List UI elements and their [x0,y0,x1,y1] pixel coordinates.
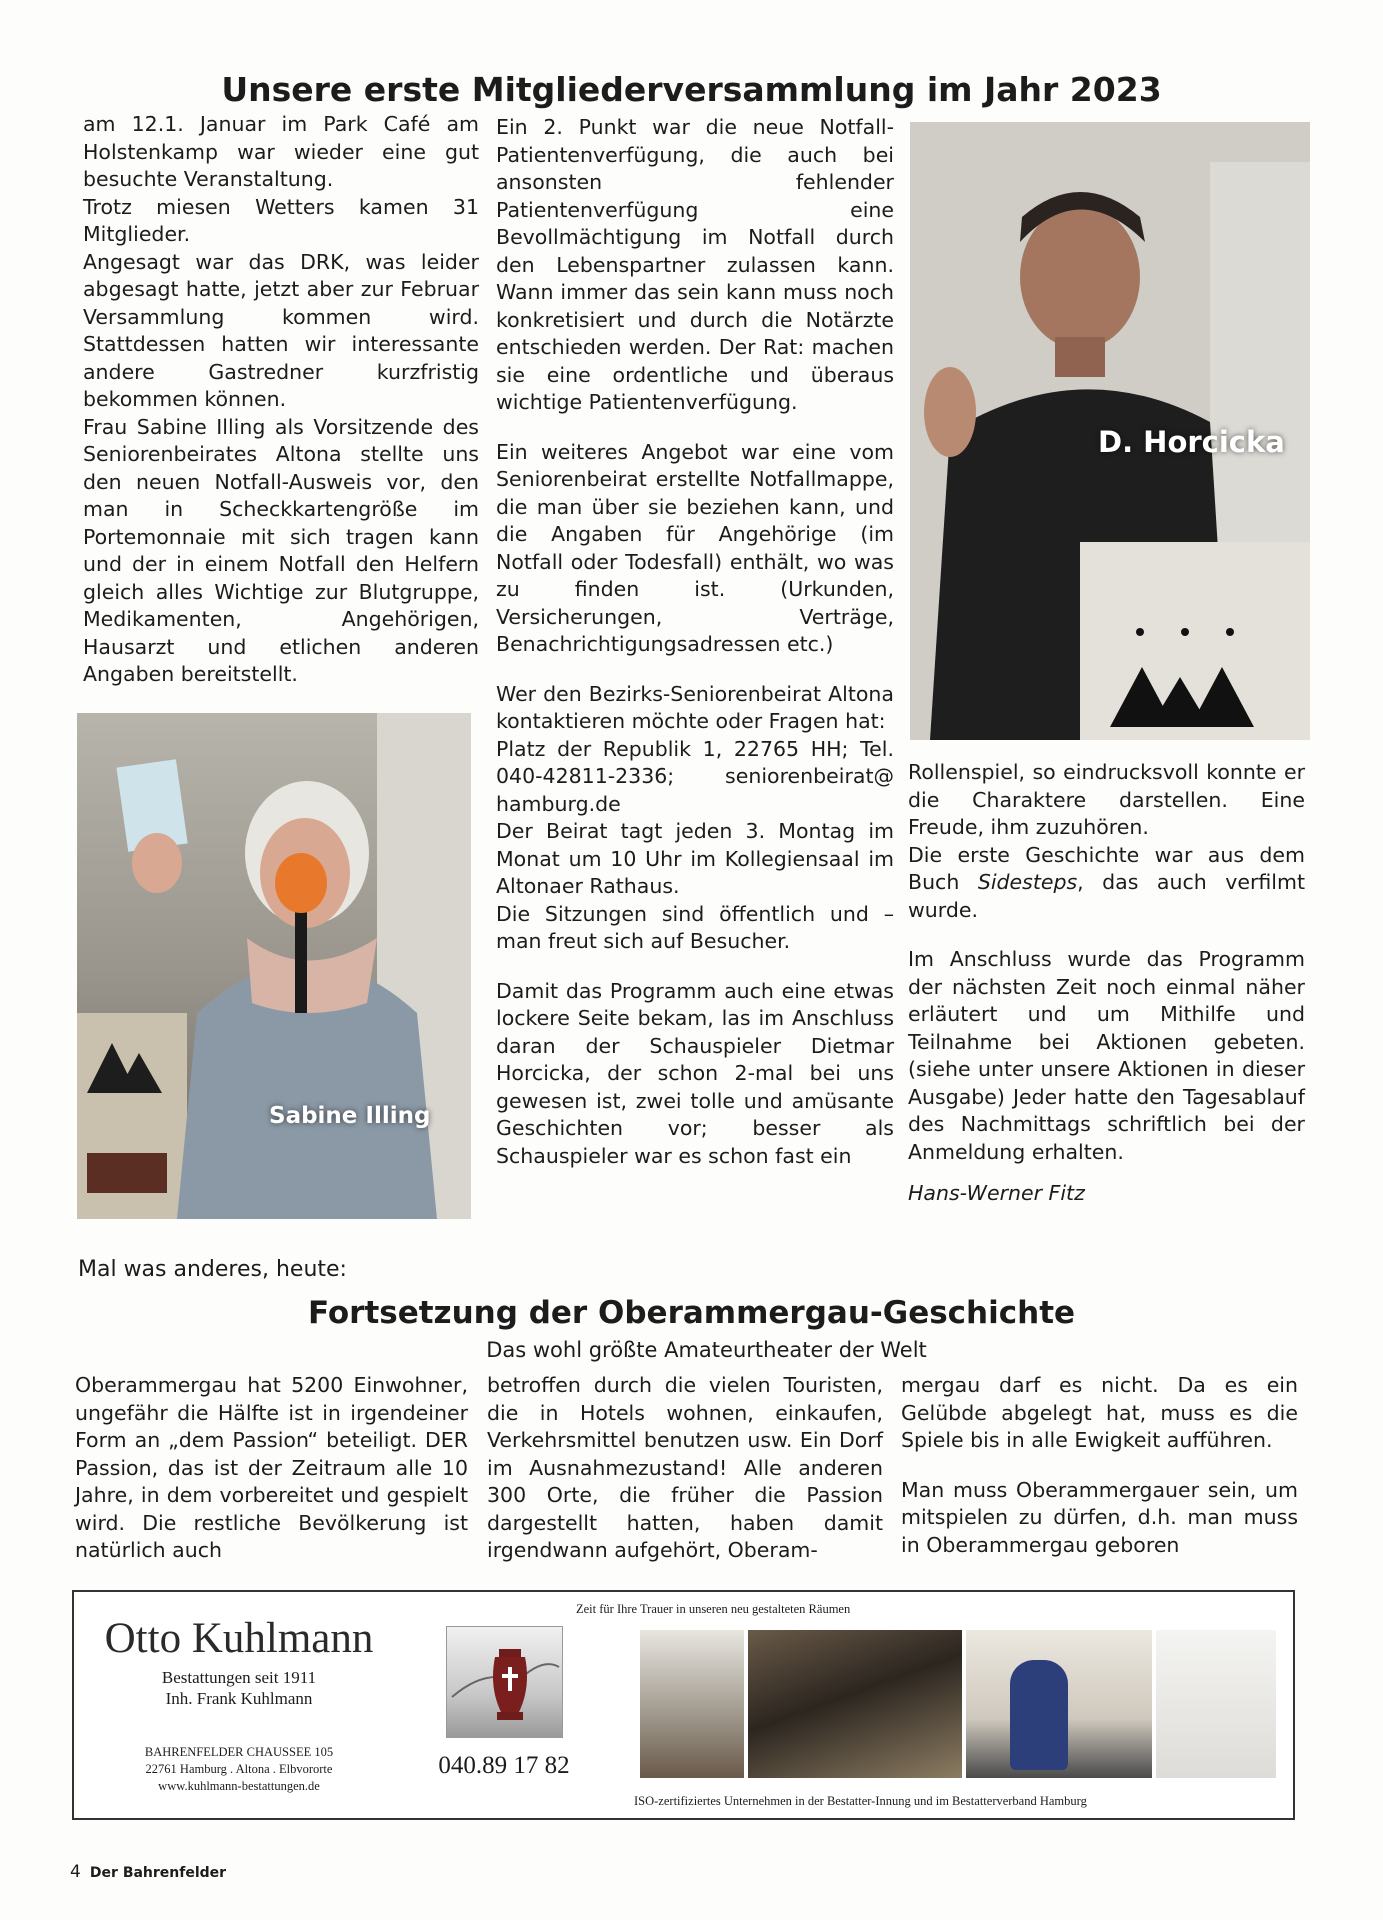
ad-photo [748,1630,962,1778]
paragraph: Wer den Bezirks-Seniorenbeirat Altona kontaktieren möchte oder Fragen hat: [496,681,894,733]
ad-website: www.kuhlmann-bestattungen.de [158,1779,320,1793]
article2-column-3 [901,1372,1298,1559]
article-subtitle: Das wohl größte Amateurtheater der Welt [486,1338,927,1362]
article-column-1 [83,111,479,689]
paragraph: Trotz miesen Wetters kamen 31 Mitglieder. [83,194,479,246]
ad-top-text: Zeit für Ihre Trauer in unseren neu gestalteten Räumen [576,1602,851,1616]
paragraph: Rollenspiel, so eindrucksvoll konnte er die Charaktere darstellen. Eine Freude, ihm zuzuhören. [908,760,1305,839]
paragraph: Angesagt war das DRK, was leider abgesagt hatte, jetzt aber zur Februar Versammlung kommen wird. Stattdessen hatten wir interessante andere Gastredner kurzfristig bekommen können. [83,249,479,411]
book-title: Sidesteps [977,870,1078,894]
article2-column-1 [75,1372,468,1565]
article-title: Unsere erste Mitgliederversammlung im Jahr 2023 [221,70,1162,109]
paragraph: Ein 2. Punkt war die neue Notfall-Patientenverfügung, die auch bei ansonsten fehlender Patientenverfügung eine Bevollmächtigung im Notfall durch den Lebenspartner zulassen kann. Wann immer das sein kann muss noch konkretisiert und durch die Notärzte entschieden werden. Der Rat: machen sie eine ordentliche und überaus wichtige Patientenverfügung. [496,115,894,414]
page-footer [70,1862,226,1882]
photo-sabine-illing [77,713,471,1219]
article-title: Fortsetzung der Oberammergau-Geschichte [307,1295,1076,1331]
photo-caption: D. Horcicka [1098,425,1285,459]
photo-sabine-illing-image [77,713,471,1219]
text-span: Die erste Geschichte war aus dem Buch [908,842,1305,894]
paragraph: betroffen durch die vielen Touristen, die in Hotels wohnen, einkaufen, Verkehrsmittel benutzen usw. Ein Dorf im Ausnahmezustand! Alle anderen 300 Orte, die früher die Passion dargestellt hatten, haben damit irgendwann aufgehört, Oberam- [487,1373,883,1562]
text-span: , das auch verfilmt wurde. [908,870,1305,922]
paragraph: Frau Sabine Illing als Vorsitzende des Seniorenbeirates Altona stellte uns den neuen Notfall-Ausweis vor, den man in Scheckkartengröße im Portemonnaie mit sich tragen kann und der in einem Notfall den Helfern gleich alles Wichtige zur Blutgruppe, Medikamenten, Angehörigen, Hausarzt und etlichen anderen Angaben bereitstellt. [83,414,479,686]
ad-city: 22761 Hamburg . Altona . Elbvororte [145,1762,333,1776]
paragraph: Oberammergau hat 5200 Einwohner, ungefähr die Hälfte ist in irgendeiner Form an „dem Passion“ beteiligt. DER Passion, das ist der Zeitraum alle 10 Jahre, in dem vorbereitet und gespielt wird. Die restliche Bevölkerung ist natürlich auch [75,1373,468,1562]
paragraph: Die Sitzungen sind öffentlich und – man freut sich auf Besucher. [496,901,894,953]
article2-column-2 [487,1372,883,1565]
photo-caption: Sabine Illing [269,1103,431,1129]
ad-company-name: Otto Kuhlmann [104,1615,374,1662]
urn-icon [447,1627,562,1737]
paragraph: Ein weiteres Angebot war eine vom Seniorenbeirat erstellte Notfallmappe, die man über sie beziehen kann, und die Angaben für Angehörige (im Notfall oder Todesfall) enthält, wo was zu finden ist. (Urkunden, Versicherungen, Verträge, Benachrichtigungsadressen etc.) [496,439,894,656]
paragraph: mergau darf es nicht. Da es ein Gelübde abgelegt hat, muss es die Spiele bis in alle Ewigkeit aufführen. [901,1373,1298,1452]
article-column-2 [496,114,894,1170]
intro-line: Mal was anderes, heute: [78,1257,347,1282]
paragraph: Der Beirat tagt jeden 3. Montag im Monat um 10 Uhr im Kollegiensaal im Altonaer Rathaus. [496,819,894,898]
ad-photo [1156,1630,1276,1778]
ad-address: BAHRENFELDER CHAUSSEE 105 [144,1745,334,1759]
ad-owner: Inh. Frank Kuhlmann [165,1689,313,1708]
page-number: 4 [70,1862,81,1882]
paragraph: Im Anschluss wurde das Programm der nächsten Zeit noch einmal näher erläutert und um Mithilfe und Teilnahme bei Aktionen gebeten. (siehe unter unsere Aktionen in dieser Ausgabe) Jeder hatte den Tagesablauf des Nachmittags schriftlich bei der Anmeldung erhalten. [908,947,1305,1164]
ad-photo [640,1630,744,1778]
paragraph: Damit das Programm auch eine etwas lockere Seite bekam, las im Anschluss daran der Schauspieler Dietmar Horcicka, der schon 2-mal bei uns gewesen ist, zwei tolle und amüsante Geschichten vor; besser als Schauspieler war es schon fast ein [496,978,894,1168]
contact-address: Platz der Republik 1, 22765 HH; Tel. 040-42811-2336; seniorenbeirat@ hamburg.de [496,736,894,816]
urn-logo [446,1626,563,1738]
advertisement [72,1590,1295,1820]
article-column-3 [908,759,1305,1208]
urn-photo [1010,1660,1068,1770]
paragraph: am 12.1. Januar im Park Café am Holstenkamp war wieder eine gut besuchte Veranstaltung. [83,112,479,191]
ad-bottom-text: ISO-zertifiziertes Unternehmen in der Bestatter-Innung und im Bestatterverband Hamburg [634,1794,1087,1808]
publication-name: Der Bahrenfelder [89,1865,227,1881]
photo-d-horcicka [910,122,1310,740]
paragraph: Man muss Oberammergauer sein, um mitspielen zu dürfen, d.h. man muss in Oberammergau geboren [901,1477,1298,1557]
paragraph [908,842,1305,925]
author-signature: Hans-Werner Fitz [908,1181,1085,1205]
ad-tagline: Bestattungen seit 1911 [161,1668,317,1687]
ad-phone: 040.89 17 82 [438,1752,570,1779]
ad-photo-strip [640,1630,1276,1778]
